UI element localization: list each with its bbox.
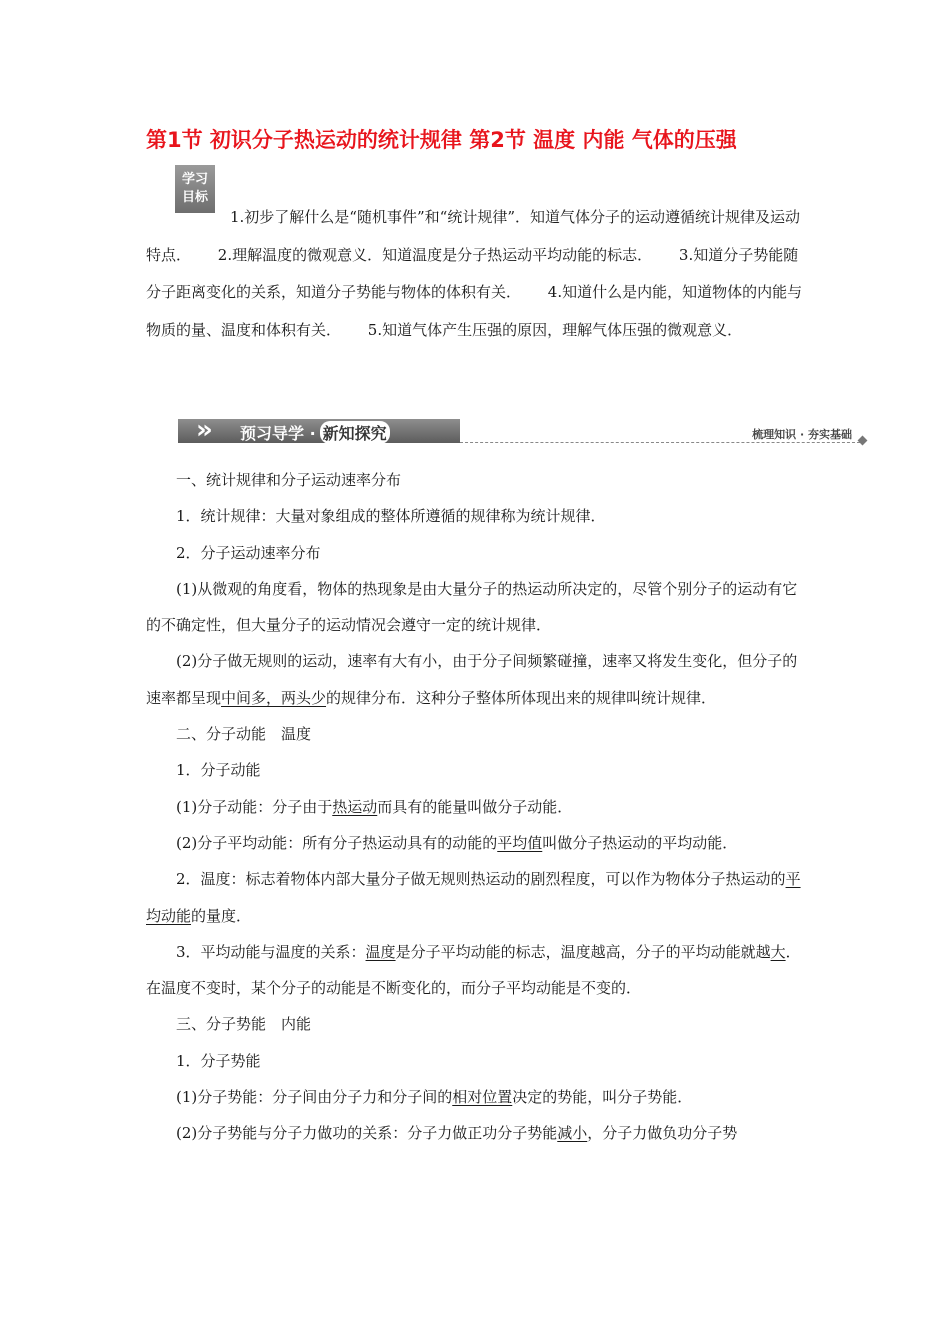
text: 叫做分子热运动的平均动能． — [542, 833, 738, 852]
banner-subtitle: 梳理知识 · 夯实基础 — [752, 428, 852, 441]
answer-blank: 热运动 — [332, 797, 378, 816]
paragraph: 1．分子动能 — [176, 761, 261, 780]
answer-blank: 中间多，两头少 — [221, 688, 327, 707]
text: (2)分子做无规则的运动，速率有大有小，由于分子间频繁碰撞，速率又将发生变化，但分子的速率都呈现 — [146, 652, 798, 707]
banner-divider — [460, 442, 860, 443]
banner-title-highlight: 新知探究 — [320, 421, 390, 444]
text: 3．平均动能与温度的关系： — [176, 942, 366, 961]
page-title: 第1节 初识分子热运动的统计规律 第2节 温度 内能 气体的压强 — [146, 128, 737, 152]
banner-title-text: 预习导学 · — [240, 424, 316, 443]
banner-title — [240, 421, 390, 444]
text: 的量度． — [191, 906, 252, 925]
paragraph: 2．分子运动速率分布 — [176, 543, 321, 562]
section-heading: 二、分子动能 温度 — [176, 725, 312, 744]
paragraph — [146, 825, 810, 861]
text: ．在温度不变时，某个分子的动能是不断变化的，而分子平均动能是不变的． — [146, 942, 801, 998]
goal-item: 4.知道什么是内能，知道物体的内能与物质的量、温度和体积有关． — [146, 283, 803, 339]
paragraph — [146, 934, 810, 1007]
goal-item: 5.知道气体产生压强的原因，理解气体压强的微观意义． — [367, 320, 743, 339]
diamond-icon — [858, 436, 868, 446]
badge-line-2: 目标 — [181, 190, 208, 205]
text: (1)分子势能：分子间由分子力和分子间的 — [176, 1088, 453, 1107]
goal-item: 2.理解温度的微观意义．知道温度是分子热运动平均动能的标志． — [217, 245, 653, 264]
text: 2．温度：标志着物体内部大量分子做无规则热运动的剧烈程度，可以作为物体分子热运动的 — [176, 870, 786, 889]
paragraph: (1)从微观的角度看，物体的热现象是由大量分子的热运动所决定的，尽管个别分子的运动有它的不确定性，但大量分子的运动情况会遵守一定的统计规律． — [146, 579, 798, 635]
paragraph — [146, 861, 810, 934]
chevron-right-icon: » — [196, 415, 213, 445]
paragraph — [146, 1079, 810, 1115]
answer-blank: 平均动能 — [146, 870, 801, 925]
text: (2)分子势能与分子力做功的关系：分子力做正功分子势能 — [176, 1124, 558, 1143]
paragraph: 1．统计规律：大量对象组成的整体所遵循的规律称为统计规律． — [176, 507, 606, 526]
paragraph — [146, 643, 810, 716]
text: (1)分子动能：分子由于 — [176, 797, 333, 816]
answer-blank: 平均值 — [497, 833, 543, 852]
section-heading: 三、分子势能 内能 — [176, 1015, 312, 1034]
answer-blank: 减小 — [557, 1124, 588, 1143]
answer-blank: 大 — [770, 942, 786, 961]
answer-blank: 温度 — [365, 942, 396, 961]
paragraph: 1．分子势能 — [176, 1051, 261, 1070]
paragraph — [146, 1115, 810, 1151]
badge-line-1: 学习 — [181, 172, 208, 187]
text: ，分子力做负功分子势 — [587, 1124, 738, 1143]
learning-goals — [146, 199, 810, 349]
section-banner — [178, 416, 866, 446]
text: (2)分子平均动能：所有分子热运动具有的动能的 — [176, 833, 498, 852]
goal-item: 3.知道分子势能随分子距离变化的关系，知道分子势能与物体的体积有关． — [146, 245, 799, 301]
goal-item: 1.初步了解什么是“随机事件”和“统计规律”．知道气体分子的运动遵循统计规律及运动特点． — [146, 208, 800, 264]
paragraph — [146, 789, 810, 825]
text: 是分子平均动能的标志，温度越高，分子的平均动能就越 — [395, 942, 771, 961]
main-content — [146, 462, 810, 1152]
text: 的规律分布．这种分子整体所体现出来的规律叫统计规律． — [326, 688, 717, 707]
answer-blank: 相对位置 — [452, 1088, 513, 1107]
text: 决定的势能，叫分子势能． — [512, 1088, 693, 1107]
text: 而具有的能量叫做分子动能． — [377, 797, 573, 816]
section-heading: 一、统计规律和分子运动速率分布 — [176, 471, 402, 489]
